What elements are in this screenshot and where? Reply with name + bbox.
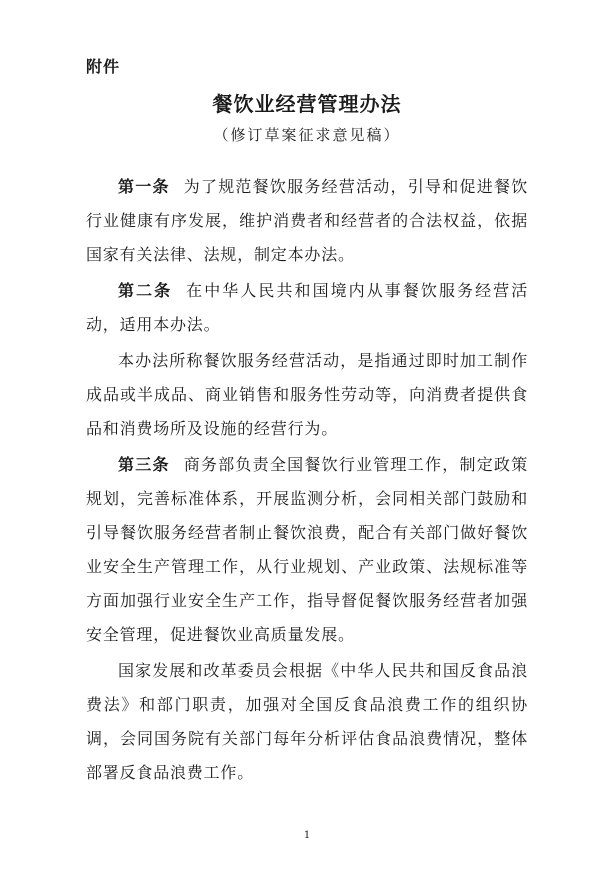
document-title: 餐饮业经营管理办法 [212,92,402,116]
article-label: 第三条 [118,455,170,474]
article-text: 为了规范餐饮服务经营活动，引导和促进餐饮行业健康有序发展，维护消费者和经营者的合法权益，依据国家有关法律、法规，制定本办法。 [86,177,528,264]
paragraph-article-2-cont [86,344,528,446]
document-subtitle: （修订草案征求意见稿） [213,126,401,144]
paragraph-article-3 [86,448,528,652]
document-body [86,170,528,792]
paragraph-article-3-cont [86,654,528,790]
paragraph-article-1 [86,170,528,272]
article-text: 本办法所称餐饮服务经营活动，是指通过即时加工制作成品或半成品、商业销售和服务性劳动等，向消费者提供食品和消费场所及设施的经营行为。 [86,351,528,438]
page-number: 1 [303,830,311,841]
paragraph-article-2 [86,274,528,342]
attachment-label: 附件 [86,57,121,76]
article-label: 第一条 [118,177,170,196]
article-text: 商务部负责全国餐饮行业管理工作，制定政策规划，完善标准体系，开展监测分析，会同相关部门鼓励和引导餐饮服务经营者制止餐饮浪费，配合有关部门做好餐饮业安全生产管理工作，从行业规划、产业政策、法规标准等方面加强行业安全生产工作，指导督促餐饮服务经营者加强安全管理，促进餐饮业高质量发展。 [86,455,528,644]
article-label: 第二条 [118,281,173,300]
article-text: 国家发展和改革委员会根据《中华人民共和国反食品浪费法》和部门职责，加强对全国反食品浪费工作的组织协调，会同国务院有关部门每年分析评估食品浪费情况，整体部署反食品浪费工作。 [86,661,528,782]
article-text: 在中华人民共和国境内从事餐饮服务经营活动，适用本办法。 [86,281,528,334]
